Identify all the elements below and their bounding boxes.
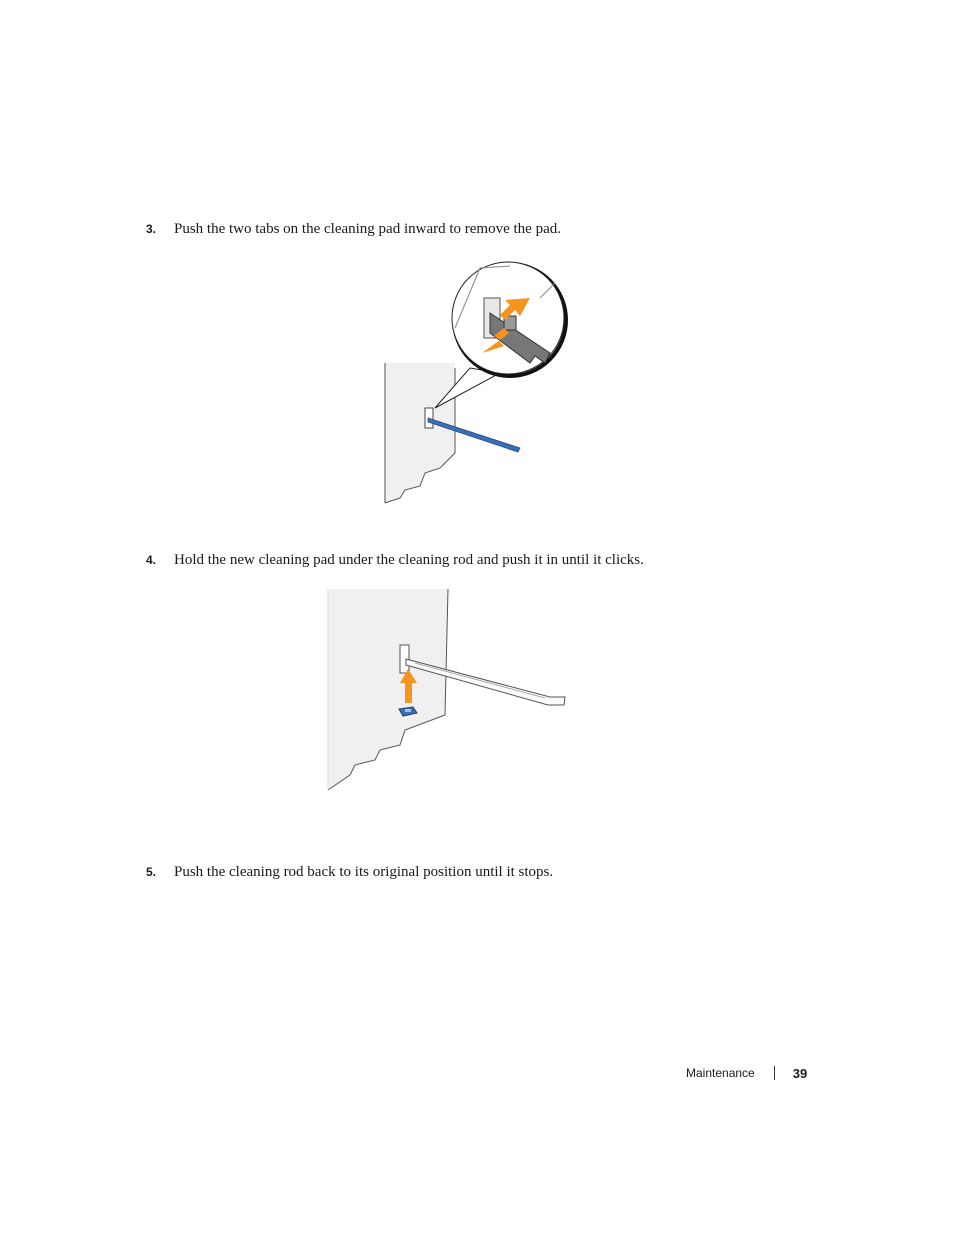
page-footer bbox=[686, 1064, 807, 1082]
page-number: 39 bbox=[792, 1065, 808, 1081]
step-number: 3. bbox=[146, 222, 157, 236]
step-3 bbox=[146, 220, 561, 238]
step-text: Push the cleaning rod back to its original position until it stops. bbox=[174, 864, 554, 880]
step-text: Hold the new cleaning pad under the cleaning rod and push it in until it clicks. bbox=[174, 552, 644, 568]
step-text: Push the two tabs on the cleaning pad inward to remove the pad. bbox=[174, 221, 561, 237]
remove-pad-illustration bbox=[380, 258, 580, 508]
insert-pad-illustration bbox=[320, 585, 575, 795]
printer-side-panel bbox=[328, 589, 448, 790]
footer-divider bbox=[774, 1066, 775, 1080]
step-5 bbox=[146, 863, 553, 881]
step-number: 5. bbox=[146, 865, 157, 879]
step-number: 4. bbox=[146, 553, 157, 567]
printer-side-panel bbox=[385, 363, 455, 503]
step-4 bbox=[146, 551, 644, 569]
footer-section-title: Maintenance bbox=[686, 1066, 755, 1080]
